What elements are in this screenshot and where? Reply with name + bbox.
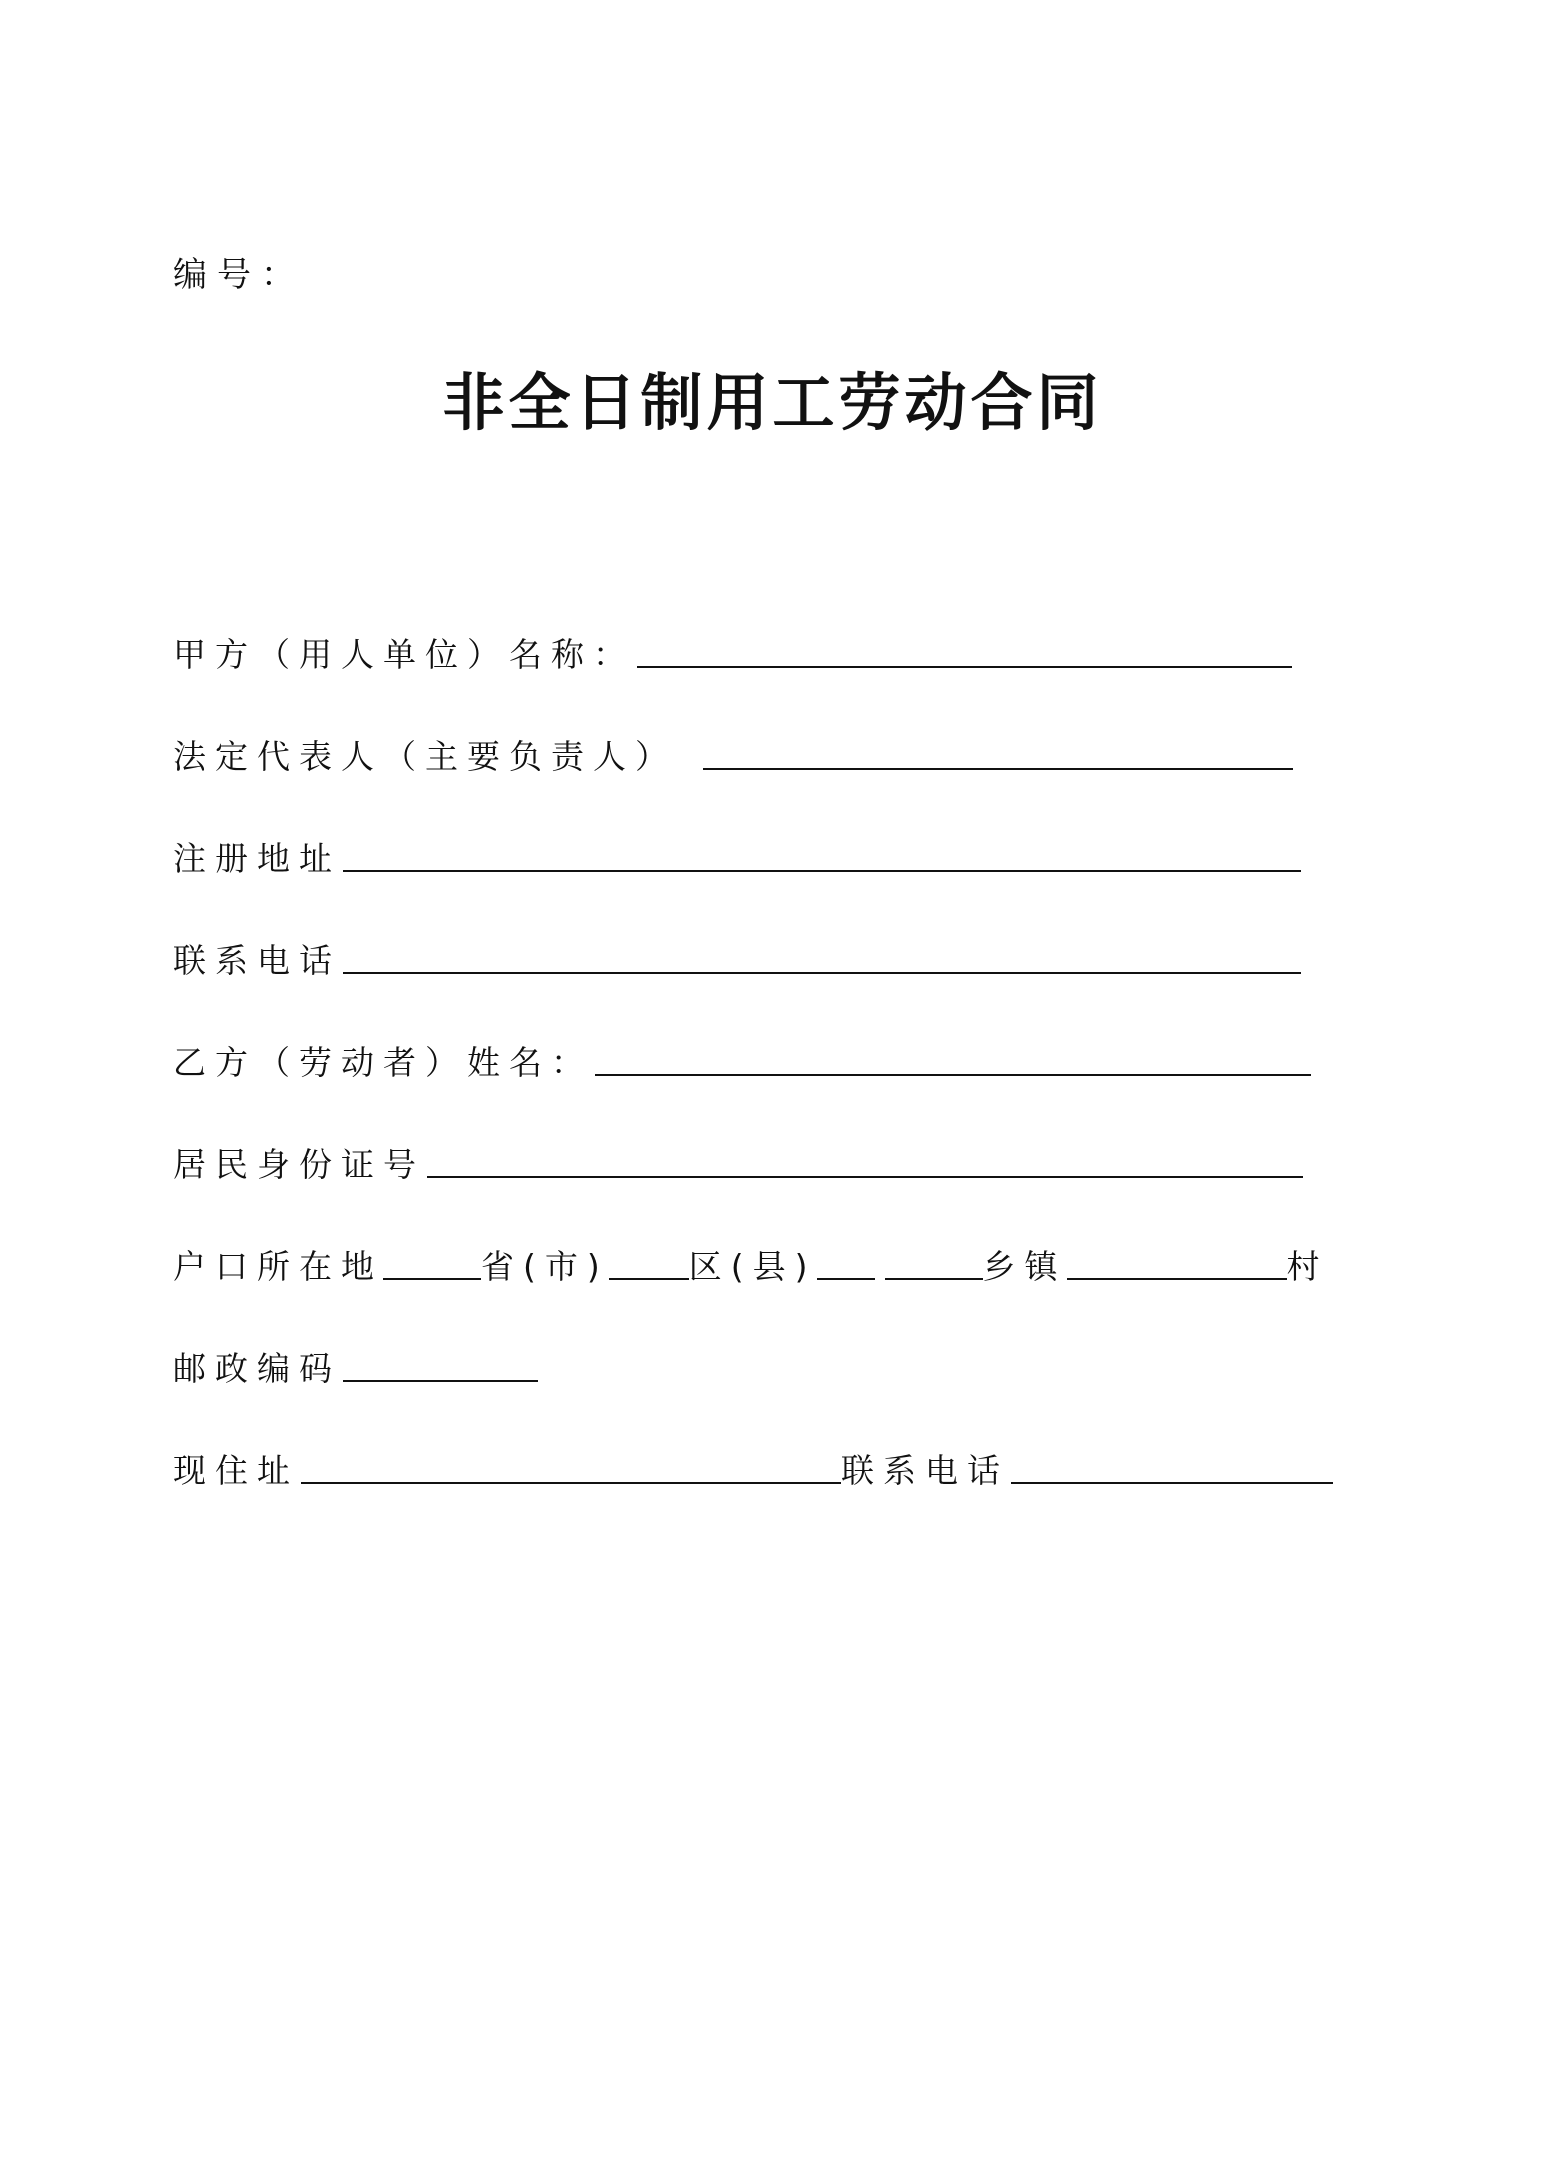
district-label: 区(县) bbox=[688, 1247, 817, 1286]
legal-rep-blank[interactable] bbox=[703, 740, 1293, 770]
registered-address-label: 注册地址 bbox=[173, 839, 341, 878]
household-registration-line bbox=[173, 1247, 1329, 1286]
party-a-name-line bbox=[173, 635, 1292, 674]
province-blank[interactable] bbox=[383, 1250, 481, 1280]
township-label: 乡镇 bbox=[982, 1247, 1067, 1286]
contact-phone-b-label: 联系电话 bbox=[841, 1451, 1009, 1490]
id-number-line bbox=[173, 1145, 1303, 1184]
party-b-name-blank[interactable] bbox=[595, 1046, 1311, 1076]
party-a-name-blank[interactable] bbox=[637, 638, 1292, 668]
id-number-blank[interactable] bbox=[427, 1148, 1303, 1178]
contact-phone-a-line bbox=[173, 941, 1301, 980]
household-registration-label: 户口所在地 bbox=[173, 1247, 383, 1286]
contact-phone-b-blank[interactable] bbox=[1011, 1454, 1333, 1484]
current-address-blank[interactable] bbox=[301, 1454, 841, 1484]
current-address-label: 现住址 bbox=[173, 1451, 299, 1490]
party-a-name-label: 甲方（用人单位）名称： bbox=[173, 635, 635, 674]
registered-address-line bbox=[173, 839, 1301, 878]
contact-phone-a-blank[interactable] bbox=[343, 944, 1301, 974]
legal-rep-line bbox=[173, 737, 1293, 776]
document-number-label: 编号： bbox=[173, 255, 305, 295]
village-label: 村 bbox=[1286, 1247, 1329, 1286]
township-blank[interactable] bbox=[885, 1250, 983, 1280]
page-title: 非全日制用工劳动合同 bbox=[442, 366, 1103, 439]
village-blank[interactable] bbox=[1067, 1250, 1287, 1280]
district-extra-blank[interactable] bbox=[817, 1250, 875, 1280]
id-number-label: 居民身份证号 bbox=[173, 1145, 425, 1184]
district-blank[interactable] bbox=[609, 1250, 689, 1280]
party-b-name-label: 乙方（劳动者）姓名： bbox=[173, 1043, 593, 1082]
postal-code-line bbox=[173, 1349, 538, 1388]
postal-code-blank[interactable] bbox=[343, 1352, 538, 1382]
province-label: 省(市) bbox=[481, 1247, 609, 1286]
legal-rep-label: 法定代表人（主要负责人） bbox=[173, 737, 677, 776]
registered-address-blank[interactable] bbox=[343, 842, 1301, 872]
party-b-name-line bbox=[173, 1043, 1311, 1082]
current-address-line bbox=[173, 1451, 1333, 1490]
contact-phone-a-label: 联系电话 bbox=[173, 941, 341, 980]
postal-code-label: 邮政编码 bbox=[173, 1349, 341, 1388]
